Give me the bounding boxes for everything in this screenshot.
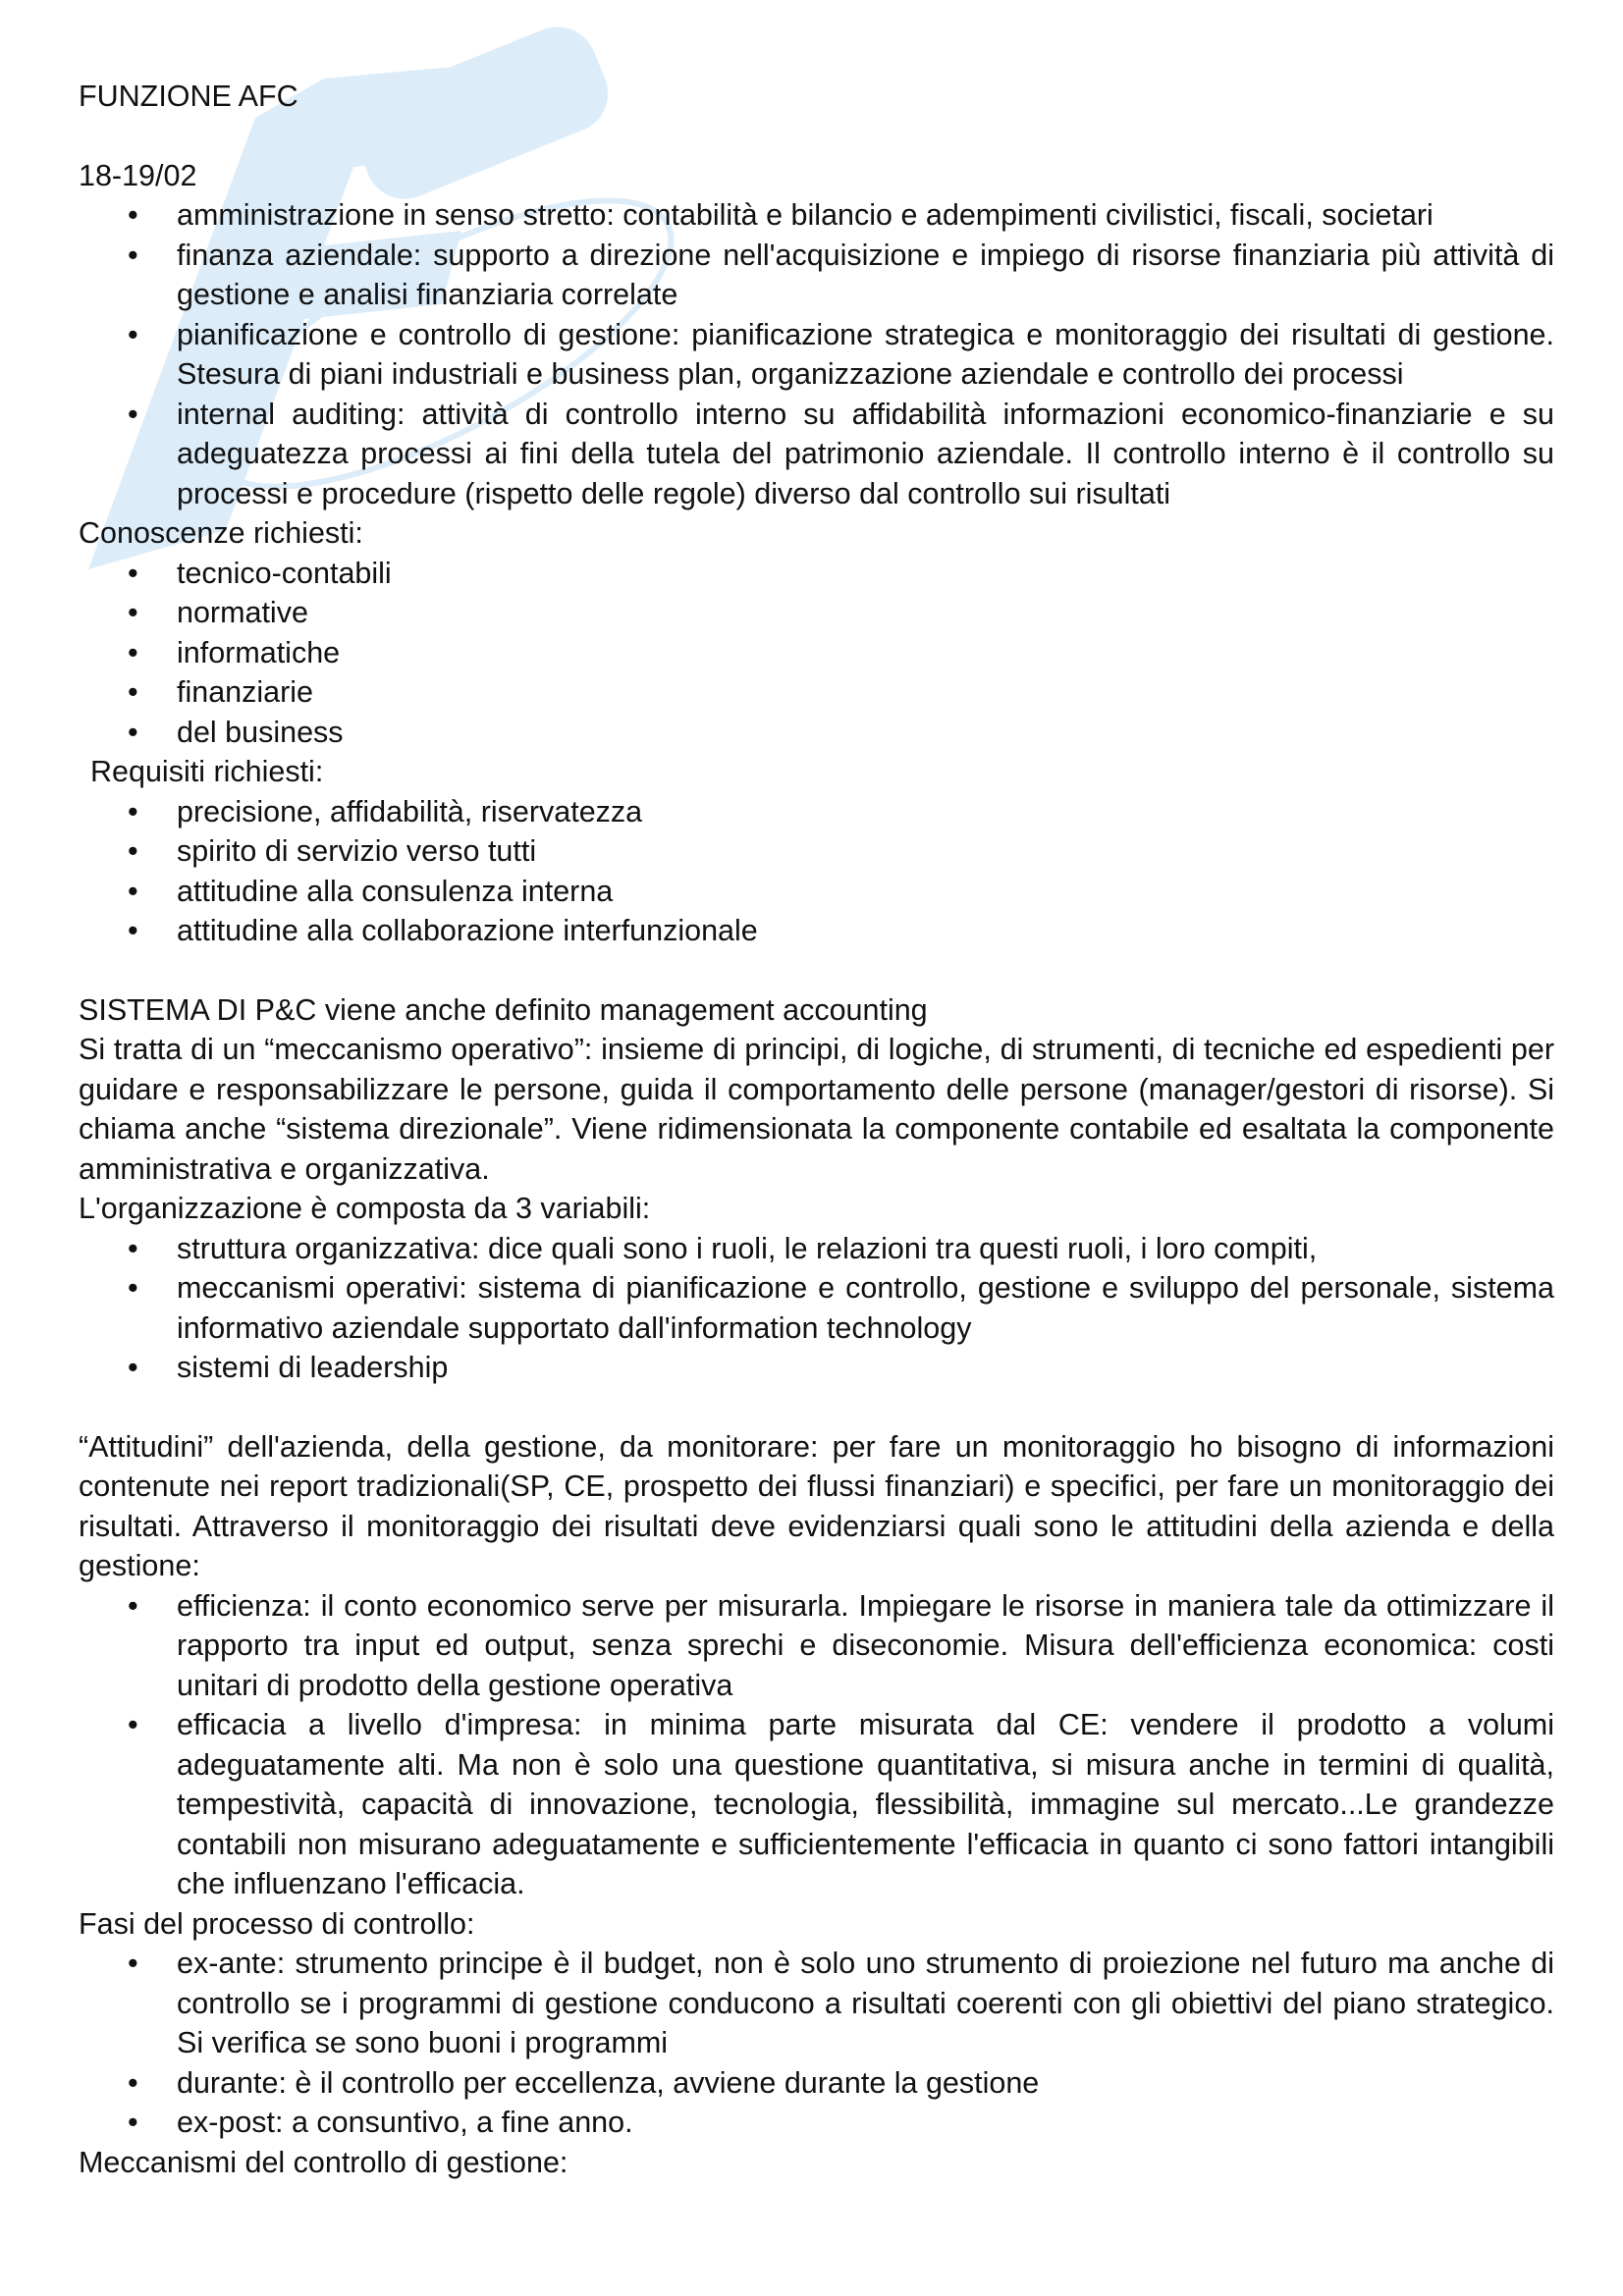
document-title: FUNZIONE AFC xyxy=(79,80,298,113)
list-item: • tecnico-contabili xyxy=(79,554,1554,594)
conoscenze-list xyxy=(79,554,1554,753)
list-item: • pianificazione e controllo di gestione: pianificazione strategica e monitoraggio dei risultati di gestione. Stesura di piani industriali e business plan, organizzazione aziendale e controllo dei processi xyxy=(79,315,1554,395)
document-page xyxy=(79,77,1554,2182)
list-item: • amministrazione in senso stretto: contabilità e bilancio e adempimenti civilistici, fiscali, societari xyxy=(79,195,1554,236)
list-item: • efficienza: il conto economico serve per misurarla. Impiegare le risorse in maniera tale da ottimizzare il rapporto tra input ed output, senza sprechi e diseconomie. Misura dell'efficienza economica: costi unitari di prodotto della gestione operativa xyxy=(79,1586,1554,1706)
list-item: • precisione, affidabilità, riservatezza xyxy=(79,792,1554,832)
list-item: • durante: è il controllo per eccellenza, avviene durante la gestione xyxy=(79,2063,1554,2104)
list-item: • efficacia a livello d'impresa: in minima parte misurata dal CE: vendere il prodotto a volumi adeguatamente alti. Ma non è solo una questione quantitativa, si misura anche in termini di qualità, tempestività, capacità di innovazione, tecnologia, flessibilità, immagine sul mercato...Le grandezze contabili non misurano adeguatamente e sufficientemente l'efficacia in quanto ci sono fattori intangibili che influenzano l'efficacia. xyxy=(79,1705,1554,1904)
attitudini-list xyxy=(79,1586,1554,1904)
pc-heading: SISTEMA DI P&C viene anche definito management accounting xyxy=(79,992,928,1027)
spacer xyxy=(79,117,1554,156)
list-item: • finanziarie xyxy=(79,672,1554,713)
list-item: • spirito di servizio verso tutti xyxy=(79,831,1554,872)
org-heading: L'organizzazione è composta da 3 variabili: xyxy=(79,1192,651,1225)
list-item: • del business xyxy=(79,713,1554,753)
spacer xyxy=(79,951,1554,990)
list-item: • struttura organizzativa: dice quali sono i ruoli, le relazioni tra questi ruoli, i loro compiti, xyxy=(79,1229,1554,1269)
list-item: • ex-post: a consuntivo, a fine anno. xyxy=(79,2103,1554,2143)
fasi-list xyxy=(79,1944,1554,2143)
fasi-heading: Fasi del processo di controllo: xyxy=(79,1906,475,1941)
afc-areas-list xyxy=(79,195,1554,513)
attitudini-paragraph: “Attitudini” dell'azienda, della gestione, da monitorare: per fare un monitoraggio ho bisogno di informazioni contenute nei report tradizionali(SP, CE, prospetto dei flussi finanziari) e specifici, per fare un monitoraggio dei risultati. Attraverso il monitoraggio dei risultati deve evidenziarsi quali sono le attitudini della azienda e della gestione: xyxy=(79,1429,1554,1582)
requisiti-list xyxy=(79,792,1554,951)
spacer xyxy=(79,1388,1554,1427)
list-item: • finanza aziendale: supporto a direzione nell'acquisizione e impiego di risorse finanziaria più attività di gestione e analisi finanziaria correlate xyxy=(79,236,1554,315)
org-variables-list xyxy=(79,1229,1554,1388)
list-item: • normative xyxy=(79,593,1554,633)
list-item: • sistemi di leadership xyxy=(79,1348,1554,1388)
section-date: 18-19/02 xyxy=(79,158,197,192)
list-item: • meccanismi operativi: sistema di pianificazione e controllo, gestione e sviluppo del personale, sistema informativo aziendale supportato dall'information technology xyxy=(79,1268,1554,1348)
list-item: • internal auditing: attività di controllo interno su affidabilità informazioni economico-finanziarie e su adeguatezza processi ai fini della tutela del patrimonio aziendale. Il controllo interno è il controllo su processi e procedure (rispetto delle regole) diverso dal controllo sui risultati xyxy=(79,395,1554,514)
list-item: • ex-ante: strumento principe è il budget, non è solo uno strumento di proiezione nel futuro ma anche di controllo se i programmi di gestione conducono a risultati coerenti con gli obiettivi del piano strategico. Si verifica se sono buoni i programmi xyxy=(79,1944,1554,2063)
conoscenze-heading: Conoscenze richiesti: xyxy=(79,516,363,550)
meccanismi-heading: Meccanismi del controllo di gestione: xyxy=(79,2145,568,2179)
requisiti-heading: Requisiti richiesti: xyxy=(90,755,324,788)
list-item: • attitudine alla collaborazione interfunzionale xyxy=(79,911,1554,951)
list-item: • attitudine alla consulenza interna xyxy=(79,872,1554,912)
list-item: • informatiche xyxy=(79,633,1554,673)
pc-paragraph: Si tratta di un “meccanismo operativo”: insieme di principi, di logiche, di strumenti, di tecniche ed espedienti per guidare e responsabilizzare le persone, guida il comportamento delle persone (manager/gestori di risorse). Si chiama anche “sistema direzionale”. Viene ridimensionata la componente contabile ed esaltata la componente amministrativa e organizzativa. xyxy=(79,1033,1554,1186)
